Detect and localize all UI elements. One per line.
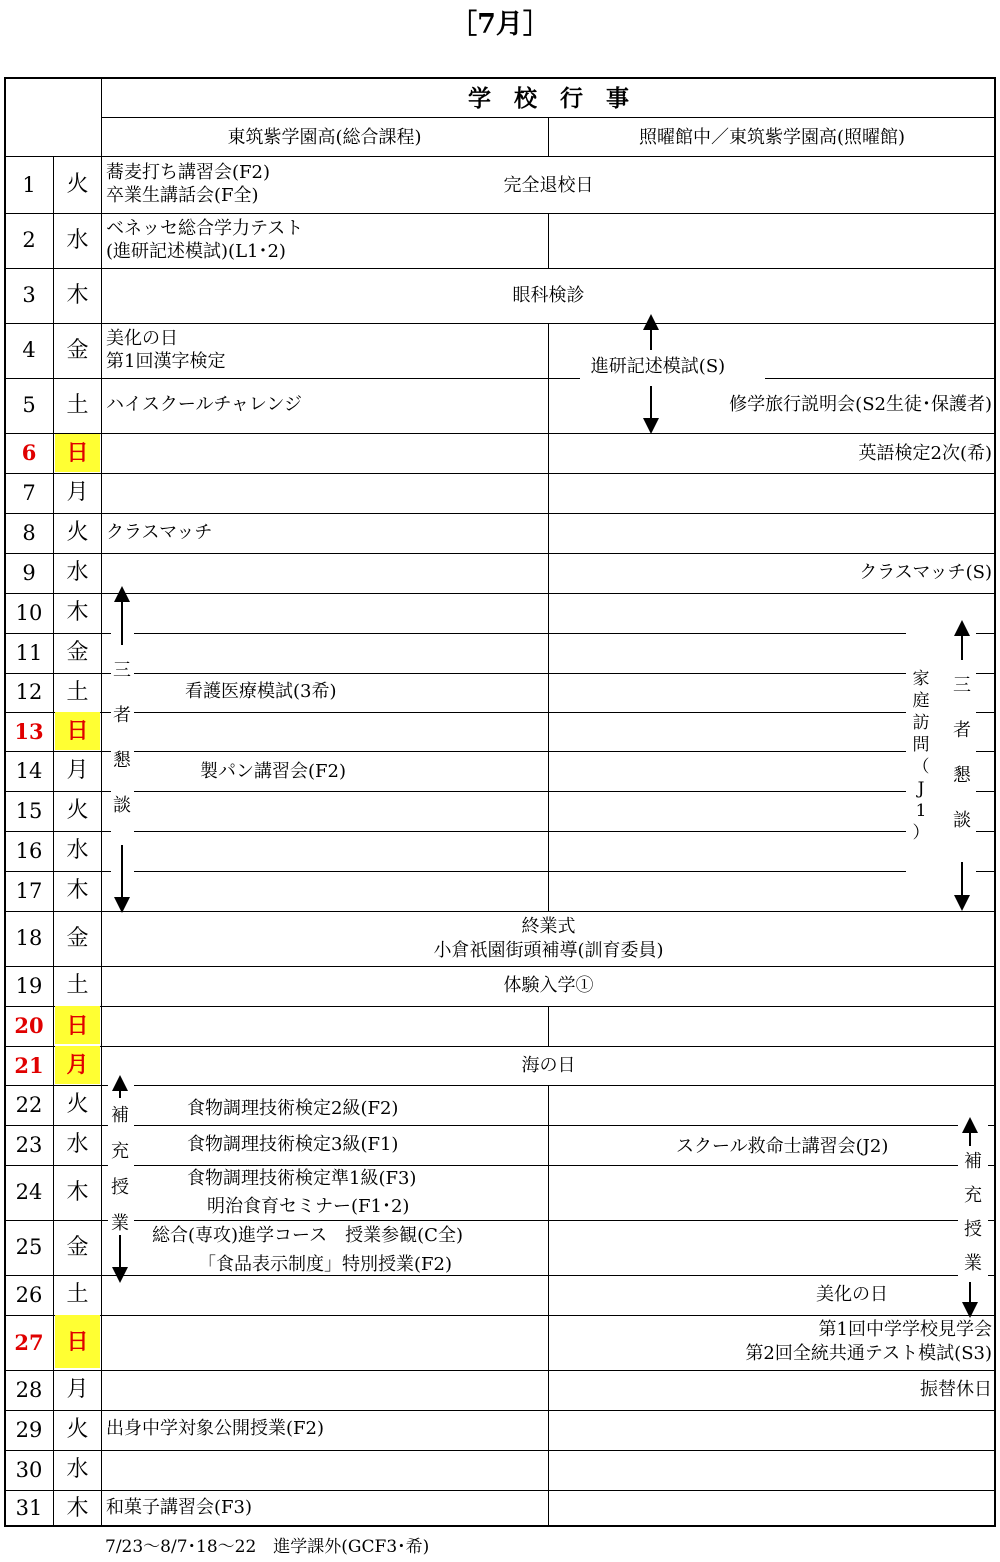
- day-weekday: 土: [66, 680, 89, 705]
- day-weekday: 日: [66, 440, 89, 466]
- event-text: 第1回中学学校見学会: [818, 1319, 992, 1340]
- day-weekday: 木: [66, 600, 89, 625]
- event-text: 第2回全統共通テスト模試(S3): [745, 1343, 992, 1364]
- event-text: 振替休日: [920, 1379, 992, 1400]
- day-weekday: 金: [66, 640, 89, 665]
- day-number: 8: [22, 521, 36, 545]
- day-number: 6: [21, 440, 37, 465]
- event-text: ベネッセ総合学力テスト: [106, 218, 304, 239]
- day-weekday: 土: [66, 393, 89, 418]
- event-text: 海の日: [521, 1055, 576, 1076]
- event-text: 「食品表示制度」特別授業(F2): [198, 1254, 452, 1275]
- event-text: 看護医療模試(3希): [185, 681, 337, 702]
- day-weekday: 月: [66, 480, 89, 505]
- event-text: 眼科検診: [512, 285, 585, 306]
- event-text: 美化の日: [816, 1284, 888, 1305]
- event-text: クラスマッチ(S): [859, 562, 992, 583]
- day-number: 19: [15, 974, 43, 998]
- event-text: 進研記述模試(S): [590, 356, 726, 377]
- day-number: 29: [15, 1418, 43, 1442]
- day-weekday: 土: [66, 973, 89, 998]
- day-weekday: 水: [66, 228, 89, 253]
- day-number: 23: [15, 1133, 43, 1157]
- event-text: 明治食育セミナー(F1･2): [207, 1196, 410, 1217]
- day-number: 16: [15, 839, 43, 863]
- event-text: クラスマッチ: [106, 522, 213, 543]
- day-weekday: 日: [66, 1329, 89, 1355]
- sansha-left-vertical: 三 者 懇 談: [113, 660, 131, 816]
- day-weekday: 水: [66, 1457, 89, 1482]
- event-text: 小倉祇園街頭補導(訓育委員): [433, 940, 664, 961]
- day-number: 13: [14, 719, 44, 744]
- day-weekday: 金: [66, 926, 89, 951]
- event-text: 英語検定2次(希): [858, 443, 992, 464]
- event-text: 出身中学対象公開授業(F2): [106, 1418, 324, 1439]
- day-number: 12: [15, 680, 43, 704]
- event-text: 美化の日: [106, 328, 178, 349]
- event-text: スクール救命士講習会(J2): [676, 1136, 889, 1157]
- day-number: 30: [15, 1458, 43, 1482]
- day-weekday: 木: [66, 283, 89, 308]
- event-text: ハイスクールチャレンジ: [106, 394, 303, 415]
- day-number: 22: [15, 1093, 43, 1117]
- hoju-left-vertical: 補 充 授 業: [111, 1105, 129, 1234]
- day-weekday: 火: [66, 520, 89, 545]
- day-number: 17: [15, 879, 43, 903]
- day-number: 4: [22, 338, 36, 362]
- day-number: 24: [15, 1180, 43, 1204]
- event-text: 蕎麦打ち講習会(F2): [106, 162, 270, 183]
- event-text: 完全退校日: [503, 175, 594, 196]
- event-text: 卒業生講話会(F全): [106, 185, 259, 206]
- katei-houmon-vertical: 家 庭 訪 問 （ J 1 ）: [912, 669, 930, 843]
- event-text: 終業式: [521, 916, 576, 937]
- day-number: 21: [14, 1053, 44, 1078]
- day-weekday: 月: [66, 758, 89, 783]
- day-weekday: 水: [66, 1132, 89, 1157]
- day-number: 31: [15, 1496, 43, 1520]
- event-text: 修学旅行説明会(S2生徒･保護者): [729, 394, 992, 415]
- header-col-right: 照曜館中／東筑紫学園高(照曜館): [638, 127, 906, 148]
- day-weekday: 木: [66, 1180, 89, 1205]
- day-number: 28: [15, 1378, 43, 1402]
- day-weekday: 土: [66, 1282, 89, 1307]
- day-number: 26: [15, 1283, 43, 1307]
- day-number: 15: [15, 799, 43, 823]
- event-text: 食物調理技術検定3級(F1): [187, 1134, 399, 1155]
- day-weekday: 日: [66, 1013, 89, 1039]
- footnote: 7/23～8/7･18～22 進学課外(GCF3･希): [105, 1537, 430, 1557]
- page-title: ［7月］: [450, 9, 550, 40]
- event-text: 第1回漢字検定: [106, 351, 226, 372]
- day-number: 27: [14, 1330, 44, 1355]
- day-weekday: 火: [66, 798, 89, 823]
- day-number: 1: [22, 173, 36, 197]
- event-text: 食物調理技術検定2級(F2): [187, 1098, 399, 1119]
- day-weekday: 金: [66, 1235, 89, 1260]
- sansha-right-vertical: 三 者 懇 談: [953, 675, 971, 831]
- day-weekday: 月: [66, 1052, 89, 1078]
- day-weekday: 水: [66, 838, 89, 863]
- day-weekday: 火: [66, 1417, 89, 1442]
- event-text: (進研記述模試)(L1･2): [106, 241, 286, 262]
- day-weekday: 木: [66, 878, 89, 903]
- day-weekday: 火: [66, 1092, 89, 1117]
- day-number: 25: [15, 1235, 43, 1259]
- day-number: 11: [15, 641, 43, 665]
- day-number: 10: [15, 601, 43, 625]
- day-number: 14: [15, 759, 43, 783]
- header-col-left: 東筑紫学園高(総合課程): [227, 127, 422, 148]
- hoju-right-vertical: 補 充 授 業: [964, 1151, 982, 1274]
- day-weekday: 火: [66, 172, 89, 197]
- event-text: 総合(専攻)進学コース 授業参観(C全): [152, 1225, 463, 1246]
- day-weekday: 木: [66, 1496, 89, 1521]
- day-weekday: 金: [66, 338, 89, 363]
- day-number: 3: [22, 283, 36, 307]
- event-text: 製パン講習会(F2): [200, 761, 346, 782]
- day-number: 20: [14, 1013, 44, 1038]
- day-number: 5: [22, 393, 36, 417]
- event-text: 食物調理技術検定準1級(F3): [187, 1168, 417, 1189]
- day-weekday: 水: [66, 560, 89, 585]
- event-text: 体験入学①: [503, 975, 594, 996]
- day-number: 18: [15, 926, 43, 950]
- header-main: 学 校 行 事: [468, 85, 629, 112]
- day-weekday: 月: [66, 1377, 89, 1402]
- day-weekday: 日: [66, 718, 89, 744]
- day-number: 7: [22, 481, 36, 505]
- day-number: 2: [22, 228, 36, 252]
- event-text: 和菓子講習会(F3): [106, 1497, 252, 1518]
- day-number: 9: [22, 561, 36, 585]
